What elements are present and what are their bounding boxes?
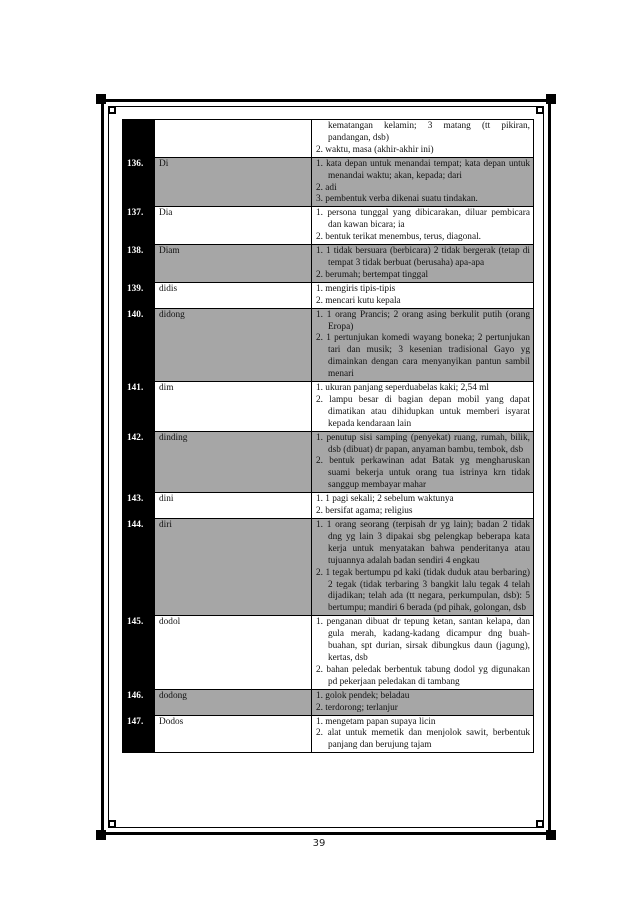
entry-definition: [312, 245, 534, 283]
definition-line: 1. 1 pagi sekali; 2 sebelum waktunya: [316, 494, 454, 505]
definition-line: 1. 1 orang seorang (terpisah dr yg lain); badan 2 tidak dng yg lain 3 dipakai sbg pelengkap beberapa kata kerja untuk menyatakan bahwa penderitanya atau tujuannya adalah badan sendiri 4 engkau: [316, 520, 530, 566]
entry-definition: [312, 207, 534, 245]
definition-line: 2. bentuk terikat menembus, terus, diagonal.: [316, 232, 481, 243]
entry-word: didong: [155, 308, 312, 381]
entry-number: [123, 120, 155, 158]
definition-line: 1. kata depan untuk menandai tempat; kata depan untuk menandai waktu; akan, kepada; dari: [316, 158, 530, 181]
entry-definition: [312, 308, 534, 381]
definition-line: 2. terdorong; terlanjur: [316, 702, 398, 713]
table-row: [123, 382, 534, 432]
entry-number: 136.: [123, 157, 155, 207]
frame-corner-ornament: [546, 94, 556, 104]
entry-definition: [312, 382, 534, 432]
definition-line: 1. mengiris tipis-tipis: [316, 283, 396, 294]
entry-definition: [312, 519, 534, 616]
frame-corner-ornament: [108, 106, 116, 114]
entry-number: 144.: [123, 519, 155, 616]
table-row: [123, 616, 534, 689]
entry-definition: [312, 689, 534, 715]
definition-line: 2. berumah; bertempat tinggal: [316, 269, 429, 280]
definition-line: 2. adi: [316, 182, 337, 193]
entry-definition: [312, 282, 534, 308]
frame-corner-ornament: [108, 820, 116, 828]
entry-word: diri: [155, 519, 312, 616]
definition-line: 1. persona tunggal yang dibicarakan, diluar pembicara dan kawan bicara; ia: [316, 208, 530, 231]
definition-line: 1. penganan dibuat dr tepung ketan, santan kelapa, dan gula merah, kadang-kadang dicampur dng buah-buahan, spt durian, sirsak dibungkus daun (jagung), kertas, dsb: [316, 617, 530, 663]
entry-number: 146.: [123, 689, 155, 715]
table-row: [123, 282, 534, 308]
definition-line: 1. mengetam papan supaya licin: [316, 716, 436, 727]
entry-word: Dia: [155, 207, 312, 245]
definition-line: 1. ukuran panjang seperduabelas kaki; 2,54 ml: [316, 383, 489, 394]
entry-definition: [312, 120, 534, 158]
definition-line: 2. 1 tegak bertumpu pd kaki (tidak duduk atau berbaring) 2 tegak (tidak terbaring 3 bangkit lalu tegak 4 telah dijadikan; telah ada (tt negara, perkumpulan, dsb): 5 bertumpu; mandiri 6 berada (pd pihak, golongan, dsb: [316, 567, 530, 614]
frame-corner-ornament: [96, 94, 106, 104]
entry-definition: [312, 616, 534, 689]
entry-word: Dodos: [155, 715, 312, 753]
table-row: [123, 207, 534, 245]
entry-word: Diam: [155, 245, 312, 283]
entry-word: dinding: [155, 431, 312, 493]
table-row: [123, 157, 534, 207]
definition-line: 2. lampu besar di bagian depan mobil yang dapat dimatikan atau dihidupkan untuk memberi isyarat kepada kendaraan lain: [316, 394, 530, 429]
definition-line: 1. penutup sisi samping (penyekat) ruang, rumah, bilik, dsb (dibuat) dr papan, anyaman bambu, tembok, dsb: [316, 432, 530, 455]
definition-line: 2. bersifat agama; religius: [316, 506, 413, 517]
definition-line: 2. bentuk perkawinan adat Batak yg mengharuskan suami bekerja untuk orang tua istrinya krn tidak sanggup membayar mahar: [316, 456, 530, 491]
page-number: 39: [312, 838, 326, 849]
entry-definition: [312, 157, 534, 207]
entry-word: didis: [155, 282, 312, 308]
definition-line: 2. bahan peledak berbentuk tabung dodol yg digunakan pd pekerjaan peledakan di tambang: [316, 664, 530, 687]
entry-definition: [312, 715, 534, 753]
definition-line: 2. mencari kutu kepala: [316, 295, 401, 306]
entry-number: 141.: [123, 382, 155, 432]
entry-number: 142.: [123, 431, 155, 493]
definition-line: kematangan kelamin; 3 matang (tt pikiran, pandangan, dsb): [328, 121, 530, 143]
definition-line: 2. waktu, masa (akhir-akhir ini): [316, 144, 434, 155]
table-row: [123, 493, 534, 519]
entry-word: [155, 120, 312, 158]
entry-definition: [312, 493, 534, 519]
entry-word: dini: [155, 493, 312, 519]
entry-number: 145.: [123, 616, 155, 689]
frame-corner-ornament: [536, 106, 544, 114]
entry-word: Di: [155, 157, 312, 207]
entry-number: 139.: [123, 282, 155, 308]
definition-line: 1. 1 tidak bersuara (berbicara) 2 tidak bergerak (tetap di tempat 3 tidak berbuat (berusaha) apa-apa: [316, 246, 530, 268]
table-row: [123, 308, 534, 381]
table-row: [123, 245, 534, 283]
table-row: [123, 431, 534, 493]
definition-line: 3. pembentuk verba dikenai suatu tindakan.: [316, 194, 478, 205]
entry-word: dodol: [155, 616, 312, 689]
entry-number: 138.: [123, 245, 155, 283]
frame-corner-ornament: [536, 820, 544, 828]
entry-number: 147.: [123, 715, 155, 753]
entry-number: 143.: [123, 493, 155, 519]
definition-line: 2. 1 pertunjukan komedi wayang boneka; 2 pertunjukan tari dan musik; 3 kesenian tradisional Gayo yg dimainkan dengan cara menyanyikan pantun sambil menari: [316, 333, 530, 380]
table-row: [123, 715, 534, 753]
table-row: [123, 519, 534, 616]
entry-number: 140.: [123, 308, 155, 381]
entry-word: dim: [155, 382, 312, 432]
dictionary-table: [122, 119, 534, 753]
table-row: [123, 689, 534, 715]
entry-definition: [312, 431, 534, 493]
definition-line: 2. alat untuk memetik dan menjolok sawit, berbentuk panjang dan berujung tajam: [316, 728, 530, 751]
dictionary-table-body: [123, 120, 534, 753]
entry-word: dodong: [155, 689, 312, 715]
table-row: [123, 120, 534, 158]
definition-line: 1. golok pendek; beladau: [316, 690, 410, 701]
definition-line: 1. 1 orang Prancis; 2 orang asing berkulit putih (orang Eropa): [316, 309, 530, 332]
entry-number: 137.: [123, 207, 155, 245]
